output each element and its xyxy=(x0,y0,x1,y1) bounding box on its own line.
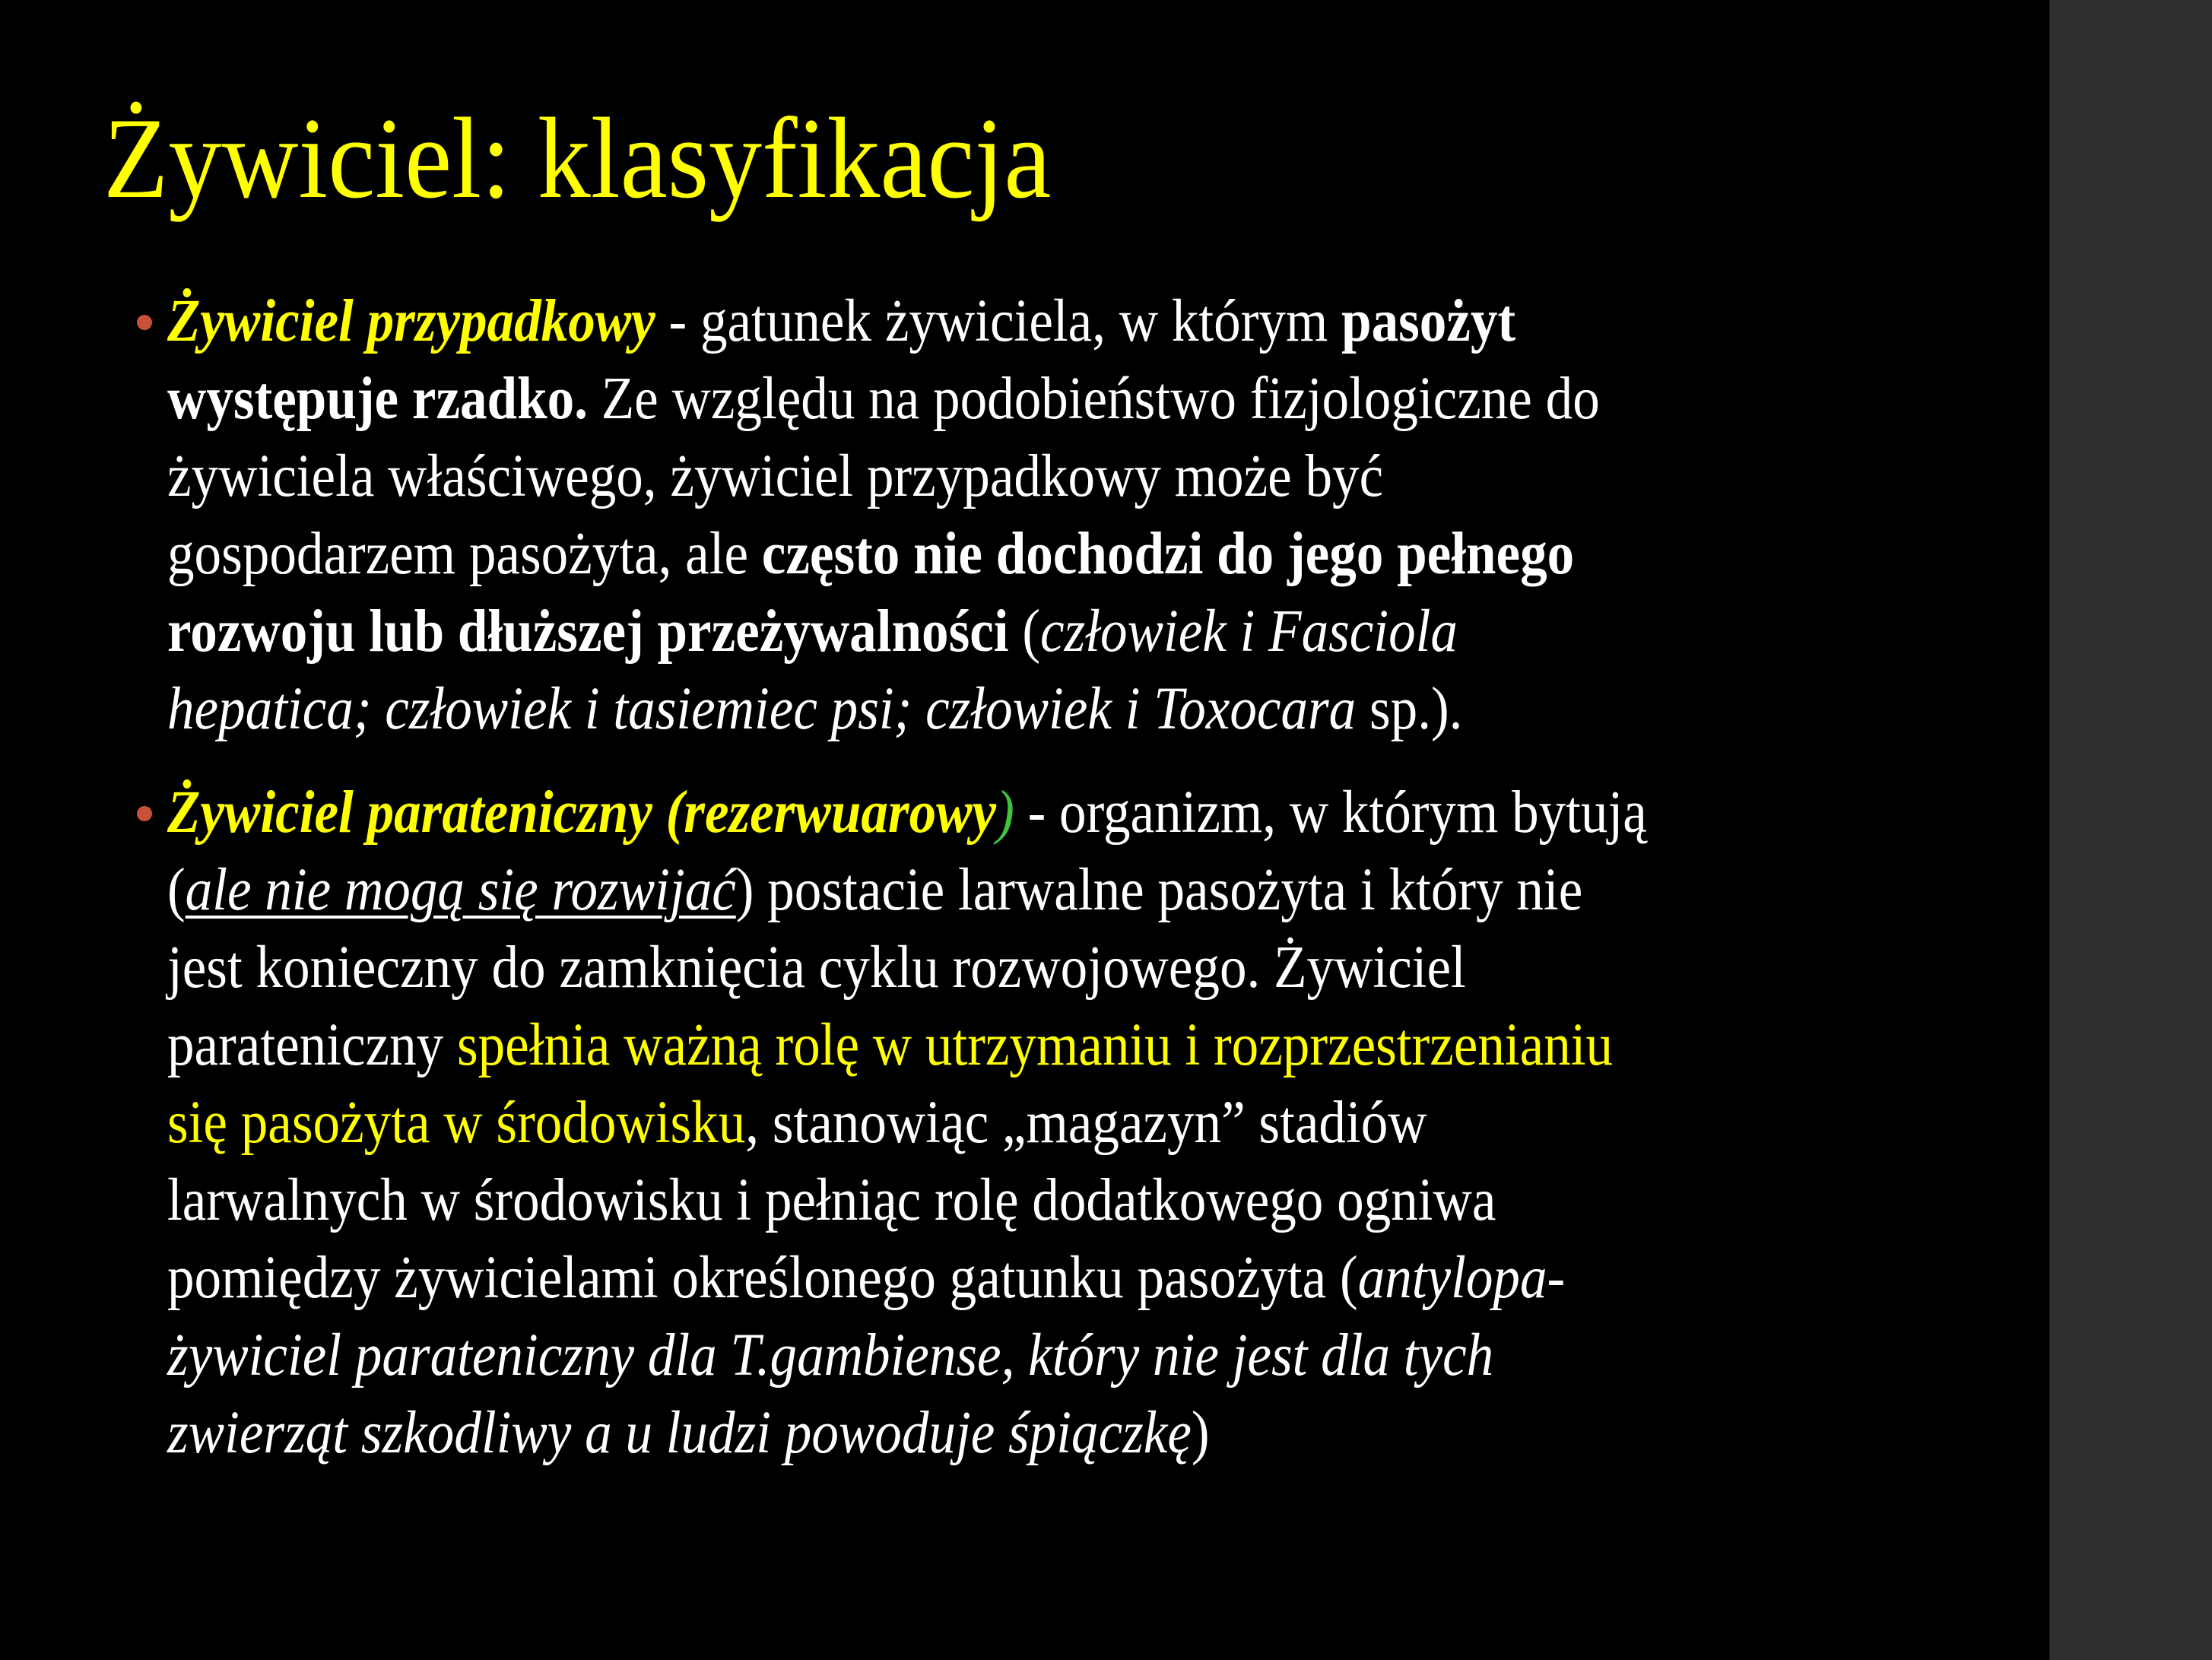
text-span: jest konieczny do zamknięcia cyklu rozwojowego. Żywiciel xyxy=(167,935,1466,1001)
text-line xyxy=(167,1317,1864,1395)
text-line xyxy=(167,360,1864,438)
text-line xyxy=(167,1162,1864,1239)
text-span: ) postacie larwalne pasożyta i który nie xyxy=(735,857,1583,923)
term-close-paren: ) xyxy=(996,779,1014,846)
text-line xyxy=(167,852,1864,929)
text-span: ( xyxy=(1008,598,1041,665)
text-line xyxy=(167,438,1864,516)
text-line xyxy=(167,516,1864,593)
text-span: ) xyxy=(1191,1400,1210,1466)
text-span: larwalnych w środowisku i pełniąc rolę dodatkowego ogniwa xyxy=(167,1167,1496,1233)
text-span: - gatunek żywiciela, w którym xyxy=(655,288,1342,354)
text-span: pomiędzy żywicielami określonego gatunku pasożyta ( xyxy=(167,1245,1358,1311)
text-line xyxy=(167,1007,1864,1084)
text-span: - organizm, w którym bytują xyxy=(1014,779,1647,846)
italic-span: zwierząt szkodliwy a u ludzi powoduje śpiączkę xyxy=(167,1400,1192,1466)
bold-span: występuje rzadko. xyxy=(167,366,588,432)
text-span: ( xyxy=(167,857,186,923)
italic-span: antylopa- xyxy=(1357,1245,1566,1311)
text-line xyxy=(167,283,1864,360)
italic-span: hepatica; człowiek i tasiemiec psi; człowiek i Toxocara xyxy=(167,676,1357,742)
bold-span: często nie dochodzi do jego pełnego xyxy=(761,521,1575,587)
text-line xyxy=(167,1239,1864,1317)
italic-span: żywiciel parateniczny dla T.gambiense, który nie jest dla tych xyxy=(167,1322,1494,1389)
text-line xyxy=(167,1084,1864,1162)
italic-span: człowiek i Fasciola xyxy=(1040,598,1458,665)
highlight-span: spełnia ważną rolę w utrzymaniu i rozprzestrzenianiu xyxy=(456,1012,1614,1078)
text-span: Ze względu na podobieństwo fizjologiczne do xyxy=(587,366,1600,432)
text-span: gospodarzem pasożyta, ale xyxy=(167,521,762,587)
text-line xyxy=(167,1395,1864,1472)
text-line xyxy=(167,774,1864,852)
underlined-italic-span: ale nie mogą się rozwijać xyxy=(185,857,736,923)
text-line xyxy=(167,671,1864,748)
term-paratenic-host: Żywiciel parateniczny (rezerwuarowy xyxy=(167,779,997,846)
bold-span: pasożyt xyxy=(1341,288,1516,354)
text-line xyxy=(167,929,1864,1007)
text-span: żywiciela właściwego, żywiciel przypadkowy może być xyxy=(167,443,1384,509)
text-line xyxy=(167,593,1864,671)
bullet-paratenic-host xyxy=(137,774,2053,1472)
slide-title: Żywiciel: klasyfikacja xyxy=(103,94,1052,222)
bullet-list xyxy=(137,283,2053,1498)
text-span: parateniczny xyxy=(167,1012,457,1078)
highlight-span: się pasożyta w środowisku xyxy=(167,1090,746,1156)
term-accidental-host: Żywiciel przypadkowy xyxy=(167,288,655,354)
bold-span: rozwoju lub dłuższej przeżywalności xyxy=(167,598,1009,665)
bullet-dot-icon xyxy=(137,315,152,330)
bullet-accidental-host xyxy=(137,283,2053,748)
text-span: sp.). xyxy=(1356,676,1463,742)
bullet-dot-icon xyxy=(137,806,152,821)
text-span: , stanowiąc „magazyn” stadiów xyxy=(745,1090,1427,1156)
side-panel xyxy=(2049,0,2212,1660)
